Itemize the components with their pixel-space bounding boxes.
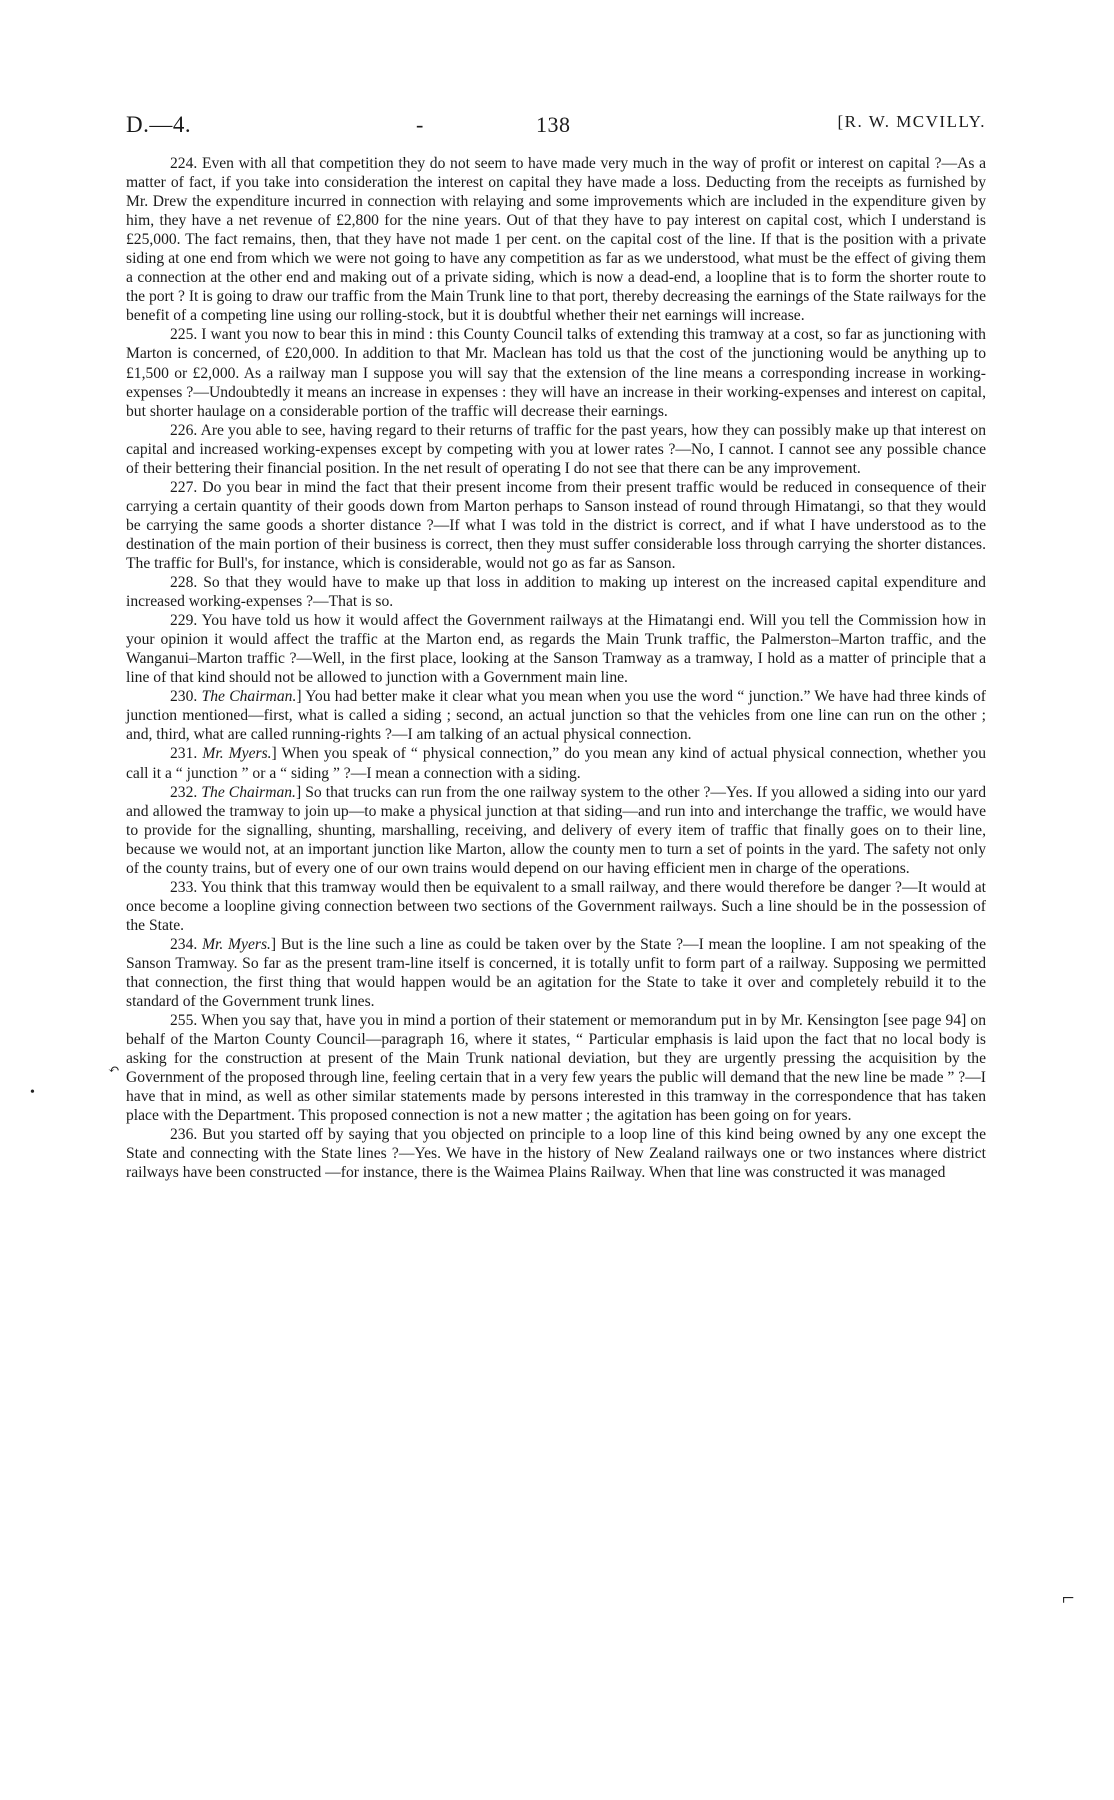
question-number: 226.	[170, 421, 198, 439]
question-paragraph: 232. The Chairman.] So that trucks can run from the one railway system to the other ?—Yes. If you allowed a siding into our yard and allowed the tramway to join up—to make a physical junction at that siding—and run into and interchange the traffic, we would have to provide for the signalling, shunting, marshalling, receiving, and delivery of every item of traffic that finally goes on to their line, because we would not, at an important junction like Marton, allow the county men to turn a set of points in the yard. The safety not only of the county trains, but of every one of our own trains would depend on our having efficient men in charge of the operations.	[126, 783, 986, 877]
stray-mark: ⌐	[1062, 1585, 1075, 1610]
speaker-name: The Chairman.	[201, 688, 297, 706]
paragraph-text: But is the line such a line as could be taken over by the State ?—I mean the loopline. I am not speaking of the Sanson Tramway. So far as the present tram-line itself is concerned, it is totally unfit to form part of a railway. Supposing we permitted that connection, the first thing that would happen would be an agitation for the State to take it over and completely rebuild it to the standard of the Government trunk lines.	[126, 935, 987, 1011]
paragraph-text: You think that this tramway would then be equivalent to a small railway, and there would therefore be danger ?—It would at once become a loopline giving connection between two sections of the Government railways. Such a line should be in the possession of the State.	[126, 878, 986, 934]
speaker-name: The Chairman.	[201, 783, 296, 801]
question-paragraph	[126, 1125, 986, 1182]
question-paragraph	[126, 154, 986, 325]
question-number: 255.	[170, 1012, 198, 1030]
question-paragraph	[126, 611, 986, 687]
paragraph-text: Do you bear in mind the fact that their present income from their present traffic would be reduced in consequence of their carrying a certain quantity of their goods down from Marton perhaps to Sanson instead of round through Himatangi, so that they would be carrying the same goods a shorter distance ?—If what I was told in the district is correct, and if what I have understood as to the destination of the main portion of their business is correct, then they must suffer considerable loss through carrying the shorter distances. The traffic for Bull's, for instance, which is considerable, would not go as far as Sanson.	[126, 478, 987, 572]
paragraph-text: But you started off by saying that you objected on principle to a loop line of this kind being owned by any one except the State and connecting with the State lines ?—Yes. We have in the history of New Zealand railways one or two instances where district railways have been constructed —for instance, there is the Waimea Plains Railway. When that line was constructed it was managed	[126, 1126, 986, 1182]
speaker-name: Mr. Myers.	[202, 745, 272, 763]
question-paragraph	[126, 573, 986, 611]
stray-mark: ↶	[108, 1063, 120, 1078]
question-number: 227.	[170, 478, 198, 496]
question-number: 228.	[170, 574, 198, 592]
paragraph-text: When you speak of “ physical connection,” do you mean any kind of actual physical connection, whether you call it a “ junction ” or a “ siding ” ?—I mean a connection with a siding.	[126, 745, 986, 782]
document-body	[126, 154, 986, 1183]
question-paragraph	[126, 478, 986, 573]
paragraph-text: I want you now to bear this in mind : this County Council talks of extending this tramway at a cost, so far as junctioning with Marton is concerned, of £20,000. In addition to that Mr. Maclean has told us that the cost of the junctioning would be anything up to £1,500 or £2,000. As a railway man I suppose you will say that the extension of the line means a corresponding increase in working-expenses ?—Undoubtedly it means an increase in expenses : they will have an increase in their working-expenses and interest on capital, but shorter haulage on a considerable portion of the traffic will decrease their earnings.	[126, 326, 986, 420]
stray-mark: •	[30, 1085, 35, 1100]
paragraph-text: Even with all that competition they do not seem to have made very much in the way of profit or interest on capital ?—As a matter of fact, if you take into consideration the interest on capital they have made a loss. Deducting from the receipts as furnished by Mr. Drew the expenditure incurred in connection with relaying and some improvements which are included in the expenditure given by him, they have a net revenue of £2,800 for the nine years. Out of that they have to pay interest on capital cost, which I understand is £25,000. The fact remains, then, that they have not made 1 per cent. on the capital cost of the line. If that is the position with a private siding at one end from which we were not going to have any competition as far as we understood, what must be the effect of giving them a connection at the other end and making out of a private siding, which is now a dead-end, a loopline that is to form the shorter route to the port ? It is going to draw our traffic from the Main Trunk line to that port, thereby decreasing the earnings of the State railways for the benefit of a competing line using our rolling-stock, but it is doubtful whether their net earnings will increase.	[126, 155, 986, 325]
question-number: 233.	[170, 878, 198, 896]
paragraph-text: You have told us how it would affect the Government railways at the Himatangi end. Will you tell the Commission how in your opinion it would affect the traffic at the Marton end, as regards the Main Trunk traffic, the Palmerston–Marton traffic, and the Wanganui–Marton traffic ?—Well, in the first place, looking at the Sanson Tramway as a tramway, I hold as a matter of principle that a line of that kind should not be allowed to junction with a Government main line.	[126, 612, 987, 687]
document-code: D.—4.	[126, 112, 192, 137]
paragraph-text: So that trucks can run from the one railway system to the other ?—Yes. If you allowed a siding into our yard and allowed the tramway to join up—to make a physical junction at that siding—and run into and interchange the traffic, we would have to provide for the signalling, shunting, marshalling, receiving, and delivery of every item of traffic that finally goes on to their line, because we would not, at an important junction like Marton, allow the county men to turn a set of points in the yard. The safety not only of the county trains, but of every one of our own trains would depend on our having efficient men in charge of the operations.	[126, 783, 986, 877]
question-number: 229.	[170, 612, 198, 630]
question-number: 230.	[170, 688, 198, 706]
question-number: 232.	[170, 783, 198, 801]
question-paragraph	[126, 878, 986, 935]
question-paragraph: 231. Mr. Myers.] When you speak of “ physical connection,” do you mean any kind of actual physical connection, whether you call it a “ junction ” or a “ siding ” ?—I mean a connection with a siding.	[126, 745, 986, 782]
document-page	[126, 112, 986, 1183]
witness-name: [R. W. MCVILLY.	[837, 112, 986, 131]
page-header	[126, 112, 986, 142]
question-paragraph: 234. Mr. Myers.] But is the line such a line as could be taken over by the State ?—I mean the loopline. I am not speaking of the Sanson Tramway. So far as the present tram-line itself is concerned, it is totally unfit to form part of a railway. Supposing we permitted that connection, the first thing that would happen would be an agitation for the State to take it over and completely rebuild it to the standard of the Government trunk lines.	[126, 935, 987, 1011]
paragraph-text: So that they would have to make up that loss in addition to making up interest on the increased capital expenditure and increased working-expenses ?—That is so.	[126, 574, 986, 611]
question-paragraph	[126, 325, 986, 420]
page-number: 138	[536, 112, 571, 137]
speaker-name: Mr. Myers.	[202, 935, 271, 953]
question-number: 231.	[170, 745, 198, 763]
question-paragraph	[126, 421, 986, 478]
paragraph-text: You had better make it clear what you mean when you use the word “ junction.” We have had three kinds of junction mentioned—first, what is called a siding ; second, an actual junction so that the vehicles from one line can run on the other ; and, third, what are called running-rights ?—I am talking of an actual physical connection.	[126, 688, 986, 744]
paragraph-text: Are you able to see, having regard to their returns of traffic for the past years, how they can possibly make up that interest on capital and increased working-expenses except by competing with you at lower rates ?—No, I cannot. I cannot see any possible chance of their bettering their financial position. In the net result of operating I do not see that there can be any improvement.	[126, 421, 986, 477]
header-dash: -	[416, 112, 424, 137]
question-number: 234.	[170, 935, 198, 953]
question-paragraph: 230. The Chairman.] You had better make it clear what you mean when you use the word “ junction.” We have had three kinds of junction mentioned—first, what is called a siding ; second, an actual junction so that the vehicles from one line can run on the other ; and, third, what are called running-rights ?—I am talking of an actual physical connection.	[126, 688, 986, 744]
question-number: 236.	[170, 1126, 198, 1144]
question-paragraph	[126, 1011, 986, 1125]
question-number: 225.	[170, 326, 198, 344]
question-number: 224.	[170, 155, 198, 172]
paragraph-text: When you say that, have you in mind a portion of their statement or memorandum put in by Mr. Kensington [see page 94] on behalf of the Marton County Council—paragraph 16, where it states, “ Particular emphasis is laid upon the fact that no local body is asking for the construction at present of the Main Trunk national deviation, but they are urgently pressing the acquisition by the Government of the proposed through line, feeling certain that in a very few years the public will demand that the new line be made ” ?—I have that in mind, as well as other similar statements made by persons interested in this tramway in the correspondence that has taken place with the Department. This proposed connection is not a new matter ; the agitation has been going on for years.	[126, 1012, 986, 1125]
